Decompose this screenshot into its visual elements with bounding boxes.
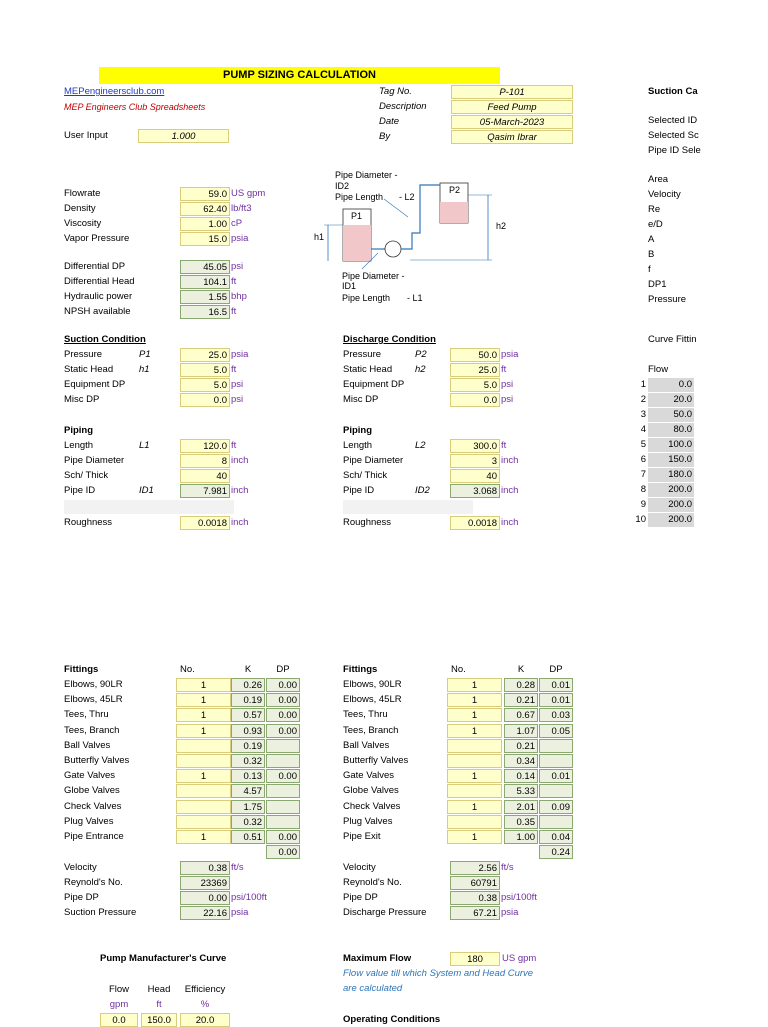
discharge-fitting-dp [539,784,573,798]
discharge-row-label: Pipe ID [343,485,375,496]
right-label: Pressure [648,294,687,305]
suction-row-label: Equipment DP [64,379,126,390]
result-value: 1.55 [180,290,230,304]
flow-row-index: 5 [640,439,646,450]
pump-curve-header: Flow [108,984,130,995]
discharge-row-unit: psi [501,394,514,405]
suction-fitting-k: 0.51 [231,830,265,844]
discharge-fitting-k: 0.21 [504,739,538,753]
flow-row-value: 200.0 [648,513,694,527]
process-label: Density [64,203,96,214]
tank-p1-liquid [343,225,371,261]
flow-row-index: 6 [640,454,646,465]
suction-summary-unit: psi/100ft [231,892,267,903]
discharge-row-unit: ft [501,364,507,375]
diagram-label-pd1: Pipe Diameter - [342,271,405,281]
discharge-row-label: Pipe Diameter [343,455,404,466]
flow-label: Flow [648,364,669,375]
discharge-fitting-no[interactable]: 1 [447,708,502,722]
discharge-k-header: K [517,664,525,675]
info-label: By [379,131,391,142]
discharge-fitting-dp: 0.01 [539,693,573,707]
pump-diagram [300,165,550,315]
suction-fitting-no[interactable]: 1 [176,693,231,707]
suction-fitting-k: 0.93 [231,724,265,738]
result-unit: ft [231,306,237,317]
suction-fitting-no[interactable] [176,784,231,798]
pump-curve-unit: ft [156,999,162,1010]
discharge-row-label: Sch/ Thick [343,470,388,481]
process-unit: lb/ft3 [231,203,252,214]
suction-fitting-dp: 0.00 [266,678,300,692]
flow-row-value: 80.0 [648,423,694,437]
discharge-fitting-dp: 0.09 [539,800,573,814]
suction-row-label: Pressure [64,349,103,360]
blank-band-discharge [343,500,473,514]
suction-fitting-dp: 0.00 [266,830,300,844]
discharge-row-value[interactable]: 300.0 [450,439,500,453]
discharge-row-label: Misc DP [343,394,379,405]
pump-curve-cell[interactable]: 150.0 [141,1013,177,1027]
suction-fitting-name: Butterfly Valves [64,755,130,766]
right-label: B [648,249,655,260]
suction-fitting-k: 0.32 [231,754,265,768]
discharge-summary-value: 67.21 [450,906,500,920]
process-value[interactable]: 1.00 [180,217,230,231]
discharge-dp-header: DP [549,664,563,675]
suction-row-label: Static Head [64,364,114,375]
discharge-row-symbol: L2 [415,440,426,451]
diagram-label-pd2: Pipe Diameter - [335,170,398,180]
suction-roughness-label: Roughness [64,517,113,528]
discharge-row-value: 3.068 [450,484,500,498]
right-label: Velocity [648,189,681,200]
right-label: Re [648,204,661,215]
flow-row-value: 50.0 [648,408,694,422]
suction-fitting-name: Gate Valves [64,770,116,782]
flow-row-value: 200.0 [648,483,694,497]
info-value[interactable]: Qasim Ibrar [451,130,573,144]
suction-fitting-no[interactable]: 1 [176,708,231,722]
max-flow-label: Maximum Flow [343,953,412,964]
blank-band-suction [64,500,234,514]
info-label: Date [379,116,400,127]
discharge-fitting-no[interactable] [447,815,502,829]
suction-fittings-heading: Fittings [64,664,99,675]
discharge-row-unit: psi [501,379,514,390]
flow-row-value: 180.0 [648,468,694,482]
diagram-label-l2: - L2 [399,192,415,202]
result-unit: bhp [231,291,247,302]
suction-row-unit: psi [231,379,244,390]
discharge-row-label: Pressure [343,349,382,360]
discharge-fitting-k: 1.07 [504,724,538,738]
right-label: DP1 [648,279,667,290]
right-label: e/D [648,219,663,230]
suction-fitting-no[interactable]: 1 [176,678,231,692]
discharge-fitting-k: 1.00 [504,830,538,844]
diagram-label-l1: - L1 [407,293,423,303]
suction-row-unit: ft [231,440,237,451]
suction-fitting-no[interactable] [176,754,231,768]
suction-summary-value: 0.00 [180,891,230,905]
suction-row-unit: psi [231,394,244,405]
user-input-legend: 1.000 [138,129,229,143]
suction-fitting-k: 0.32 [231,815,265,829]
suction-row-label: Pipe Diameter [64,455,125,466]
suction-row-value[interactable]: 5.0 [180,378,230,392]
discharge-fitting-dp: 0.04 [539,830,573,844]
discharge-fitting-no[interactable]: 1 [447,724,502,738]
max-flow-note-1: Flow value till which System and Head Curve [343,968,534,979]
discharge-fitting-name: Globe Valves [343,785,399,797]
suction-fitting-name: Elbows, 90LR [64,679,123,690]
result-value: 104.1 [180,275,230,289]
suction-fitting-k: 1.75 [231,800,265,814]
process-label: Vapor Pressure [64,233,130,244]
result-label: Differential Head [64,276,135,287]
suction-fitting-dp: 0.00 [266,769,300,783]
flow-row-index: 8 [640,484,646,495]
suction-fitting-name: Elbows, 45LR [64,694,123,706]
suction-roughness-unit: inch [231,517,249,528]
suction-no-header: No. [180,664,195,675]
discharge-row-unit: inch [501,455,519,466]
suction-fitting-no[interactable] [176,739,231,753]
discharge-fitting-name: Plug Valves [343,815,393,827]
discharge-fitting-dp [539,754,573,768]
discharge-row-value[interactable]: 3 [450,454,500,468]
suction-summary-unit: psia [231,907,249,918]
discharge-fitting-no[interactable]: 1 [447,693,502,707]
suction-summary-value: 23369 [180,876,230,890]
flow-row-index: 7 [640,469,646,480]
discharge-summary-label: Reynold's No. [343,877,402,888]
flow-row-value: 100.0 [648,438,694,452]
suction-fitting-k: 0.26 [231,678,265,692]
suction-row-label: Length [64,440,94,451]
right-label: Pipe ID Sele [648,145,701,156]
discharge-row-label: Length [343,440,373,451]
discharge-roughness-unit: inch [501,517,519,528]
subtitle: MEP Engineers Club Spreadsheets [64,102,206,112]
suction-row-symbol: P1 [139,349,151,360]
flow-row-index: 10 [635,514,646,525]
suction-fitting-k: 0.19 [231,739,265,753]
result-value: 45.05 [180,260,230,274]
suction-row-label: Pipe ID [64,485,96,496]
suction-fitting-name: Tees, Thru [64,709,109,721]
diagram-label-pl1: Pipe Length [342,293,391,303]
discharge-fitting-no[interactable]: 1 [447,769,502,783]
suction-row-label: Misc DP [64,394,100,405]
suction-fitting-name: Check Valves [64,800,122,812]
suction-fitting-k: 0.57 [231,708,265,722]
suction-row-value[interactable]: 120.0 [180,439,230,453]
result-unit: psi [231,261,244,272]
discharge-row-unit: ft [501,440,507,451]
discharge-fittings-heading: Fittings [343,664,378,675]
discharge-fitting-no[interactable]: 1 [447,800,502,814]
result-unit: ft [231,276,237,287]
tank-p2-liquid [440,202,468,223]
curve-fitting-heading: Curve Fittin [648,334,697,345]
discharge-fitting-k: 5.33 [504,784,538,798]
suction-row-value[interactable]: 5.0 [180,363,230,377]
discharge-fitting-no[interactable] [447,784,502,798]
suction-fitting-name: Pipe Entrance [64,831,124,842]
right-heading: Suction Ca [648,86,698,97]
right-label: Selected Sc [648,130,699,141]
suction-fitting-k: 0.19 [231,693,265,707]
pump-curve-header: Head [147,984,171,995]
discharge-row-unit: psia [501,349,519,360]
right-label: Selected ID [648,115,698,126]
discharge-fittings-total: 0.24 [539,845,573,859]
suction-heading: Suction Condition [64,334,146,345]
suction-row-value[interactable]: 25.0 [180,348,230,362]
flow-row-value: 150.0 [648,453,694,467]
discharge-fitting-k: 0.67 [504,708,538,722]
suction-fitting-dp [266,800,300,814]
discharge-row-label: Equipment DP [343,379,405,390]
suction-piping-heading: Piping [64,425,94,436]
diagram-label-id1: ID1 [342,281,357,291]
info-value[interactable]: P-101 [451,85,573,99]
suction-row-unit: inch [231,485,249,496]
flow-row-index: 4 [640,424,646,435]
suction-summary-label: Pipe DP [64,892,99,903]
pump-curve-cell[interactable]: 0.0 [100,1013,138,1027]
discharge-fitting-name: Elbows, 90LR [343,679,402,690]
suction-row-unit: inch [231,455,249,466]
right-label: Area [648,174,669,185]
pump-curve-unit: % [200,999,210,1010]
discharge-fitting-no[interactable]: 1 [447,830,502,844]
process-unit: psia [231,233,249,244]
suction-row-unit: ft [231,364,237,375]
discharge-fitting-k: 0.28 [504,678,538,692]
discharge-row-label: Static Head [343,364,393,375]
discharge-summary-value: 2.56 [450,861,500,875]
suction-row-symbol: L1 [139,440,150,451]
process-value[interactable]: 62.40 [180,202,230,216]
discharge-fitting-dp [539,739,573,753]
suction-fitting-dp: 0.00 [266,708,300,722]
flow-row-value: 200.0 [648,498,694,512]
suction-fitting-no[interactable]: 1 [176,769,231,783]
max-flow-unit: US gpm [502,953,537,964]
info-value[interactable]: Feed Pump [451,100,573,114]
suction-summary-label: Suction Pressure [64,907,137,918]
flow-row-index: 1 [640,379,646,390]
discharge-roughness-label: Roughness [343,517,392,528]
suction-row-unit: psia [231,349,249,360]
discharge-row-value[interactable]: 50.0 [450,348,500,362]
suction-fitting-dp: 0.00 [266,724,300,738]
suction-fitting-dp [266,784,300,798]
suction-summary-unit: ft/s [231,862,244,873]
discharge-fitting-k: 0.21 [504,693,538,707]
process-unit: US gpm [231,188,266,199]
suction-fitting-no[interactable] [176,815,231,829]
result-label: NPSH available [64,306,131,317]
process-unit: cP [231,218,243,229]
suction-row-symbol: h1 [139,364,150,375]
discharge-fitting-name: Butterfly Valves [343,755,409,766]
suction-fitting-no[interactable] [176,800,231,814]
flow-row-value: 20.0 [648,393,694,407]
suction-row-label: Sch/ Thick [64,470,109,481]
page-title: PUMP SIZING CALCULATION [99,67,500,84]
discharge-fitting-name: Ball Valves [343,739,390,751]
suction-fitting-dp [266,815,300,829]
discharge-summary-unit: psi/100ft [501,892,537,903]
discharge-row-unit: inch [501,485,519,496]
discharge-summary-unit: ft/s [501,862,514,873]
discharge-fitting-no[interactable] [447,754,502,768]
discharge-heading: Discharge Condition [343,334,436,345]
result-label: Differential DP [64,261,126,272]
suction-summary-label: Velocity [64,862,97,873]
site-link[interactable]: MEPengineersclub.com [64,86,165,97]
suction-row-value[interactable]: 8 [180,454,230,468]
diagram-label-pl2: Pipe Length [335,192,384,202]
discharge-fitting-dp: 0.03 [539,708,573,722]
result-value: 16.5 [180,305,230,319]
discharge-row-value[interactable]: 5.0 [450,378,500,392]
suction-fitting-no[interactable]: 1 [176,830,231,844]
max-flow-input[interactable]: 180 [450,952,500,966]
info-label: Tag No. [379,86,412,97]
pump-curve-heading: Pump Manufacturer's Curve [100,953,227,964]
suction-dp-header: DP [276,664,290,675]
suction-roughness-value[interactable]: 0.0018 [180,516,230,530]
process-label: Flowrate [64,188,101,199]
pump-icon [385,241,401,257]
suction-fittings-total: 0.00 [266,845,300,859]
suction-fitting-dp [266,754,300,768]
dim-h1: h1 [314,232,325,242]
process-label: Viscosity [64,218,102,229]
discharge-fitting-k: 0.34 [504,754,538,768]
suction-fitting-dp: 0.00 [266,693,300,707]
process-value[interactable]: 59.0 [180,187,230,201]
discharge-row-value[interactable]: 0.0 [450,393,500,407]
discharge-fitting-k: 2.01 [504,800,538,814]
suction-summary-value: 0.38 [180,861,230,875]
flow-row-index: 9 [640,499,646,510]
discharge-fitting-name: Pipe Exit [343,831,381,842]
flow-row-value: 0.0 [648,378,694,392]
suction-fitting-no[interactable]: 1 [176,724,231,738]
discharge-summary-label: Discharge Pressure [343,907,427,918]
discharge-fitting-dp: 0.05 [539,724,573,738]
discharge-fitting-name: Check Valves [343,800,401,812]
discharge-fitting-name: Tees, Branch [343,724,399,736]
suction-fitting-name: Globe Valves [64,785,120,797]
discharge-row-value[interactable]: 40 [450,469,500,483]
discharge-fitting-no[interactable] [447,739,502,753]
discharge-summary-label: Pipe DP [343,892,378,903]
right-label: A [648,234,655,245]
tank-p2-label: P2 [449,185,461,195]
suction-fitting-name: Ball Valves [64,739,111,751]
flow-row-index: 2 [640,394,646,405]
discharge-summary-value: 60791 [450,876,500,890]
discharge-row-symbol: P2 [415,349,427,360]
discharge-fitting-k: 0.35 [504,815,538,829]
suction-summary-value: 22.16 [180,906,230,920]
suction-summary-label: Reynold's No. [64,877,123,888]
right-label: f [648,264,651,275]
suction-fitting-dp [266,739,300,753]
discharge-no-header: No. [451,664,466,675]
suction-fitting-k: 0.13 [231,769,265,783]
discharge-roughness-value[interactable]: 0.0018 [450,516,500,530]
discharge-row-symbol: h2 [415,364,426,375]
diagram-label-id2: ID2 [335,181,350,191]
discharge-summary-value: 0.38 [450,891,500,905]
user-input-label: User Input [64,130,108,141]
discharge-row-value[interactable]: 25.0 [450,363,500,377]
pump-curve-unit: gpm [109,999,129,1010]
info-label: Description [379,101,427,112]
discharge-fitting-k: 0.14 [504,769,538,783]
discharge-summary-unit: psia [501,907,519,918]
flow-row-index: 3 [640,409,646,420]
pump-curve-header: Efficiency [184,984,226,995]
discharge-summary-label: Velocity [343,862,376,873]
suction-fitting-name: Plug Valves [64,815,114,827]
dim-h2: h2 [496,221,507,231]
suction-fitting-name: Tees, Branch [64,724,120,736]
max-flow-note-2: are calculated [343,983,403,994]
discharge-fitting-name: Gate Valves [343,770,395,782]
discharge-row-symbol: ID2 [415,485,430,496]
suction-row-value[interactable]: 40 [180,469,230,483]
discharge-fitting-dp: 0.01 [539,678,573,692]
result-label: Hydraulic power [64,291,133,302]
discharge-fitting-name: Tees, Thru [343,709,388,721]
suction-row-value[interactable]: 0.0 [180,393,230,407]
info-value[interactable]: 05-March-2023 [451,115,573,129]
operating-conditions-heading: Operating Conditions [343,1014,441,1025]
tank-p1-label: P1 [351,211,363,221]
discharge-fitting-dp: 0.01 [539,769,573,783]
suction-k-header: K [244,664,252,675]
discharge-piping-heading: Piping [343,425,373,436]
process-value[interactable]: 15.0 [180,232,230,246]
discharge-fitting-dp [539,815,573,829]
suction-row-value: 7.981 [180,484,230,498]
discharge-fitting-name: Elbows, 45LR [343,694,402,706]
suction-fitting-k: 4.57 [231,784,265,798]
discharge-fitting-no[interactable]: 1 [447,678,502,692]
suction-row-symbol: ID1 [139,485,154,496]
pump-curve-cell[interactable]: 20.0 [180,1013,230,1027]
